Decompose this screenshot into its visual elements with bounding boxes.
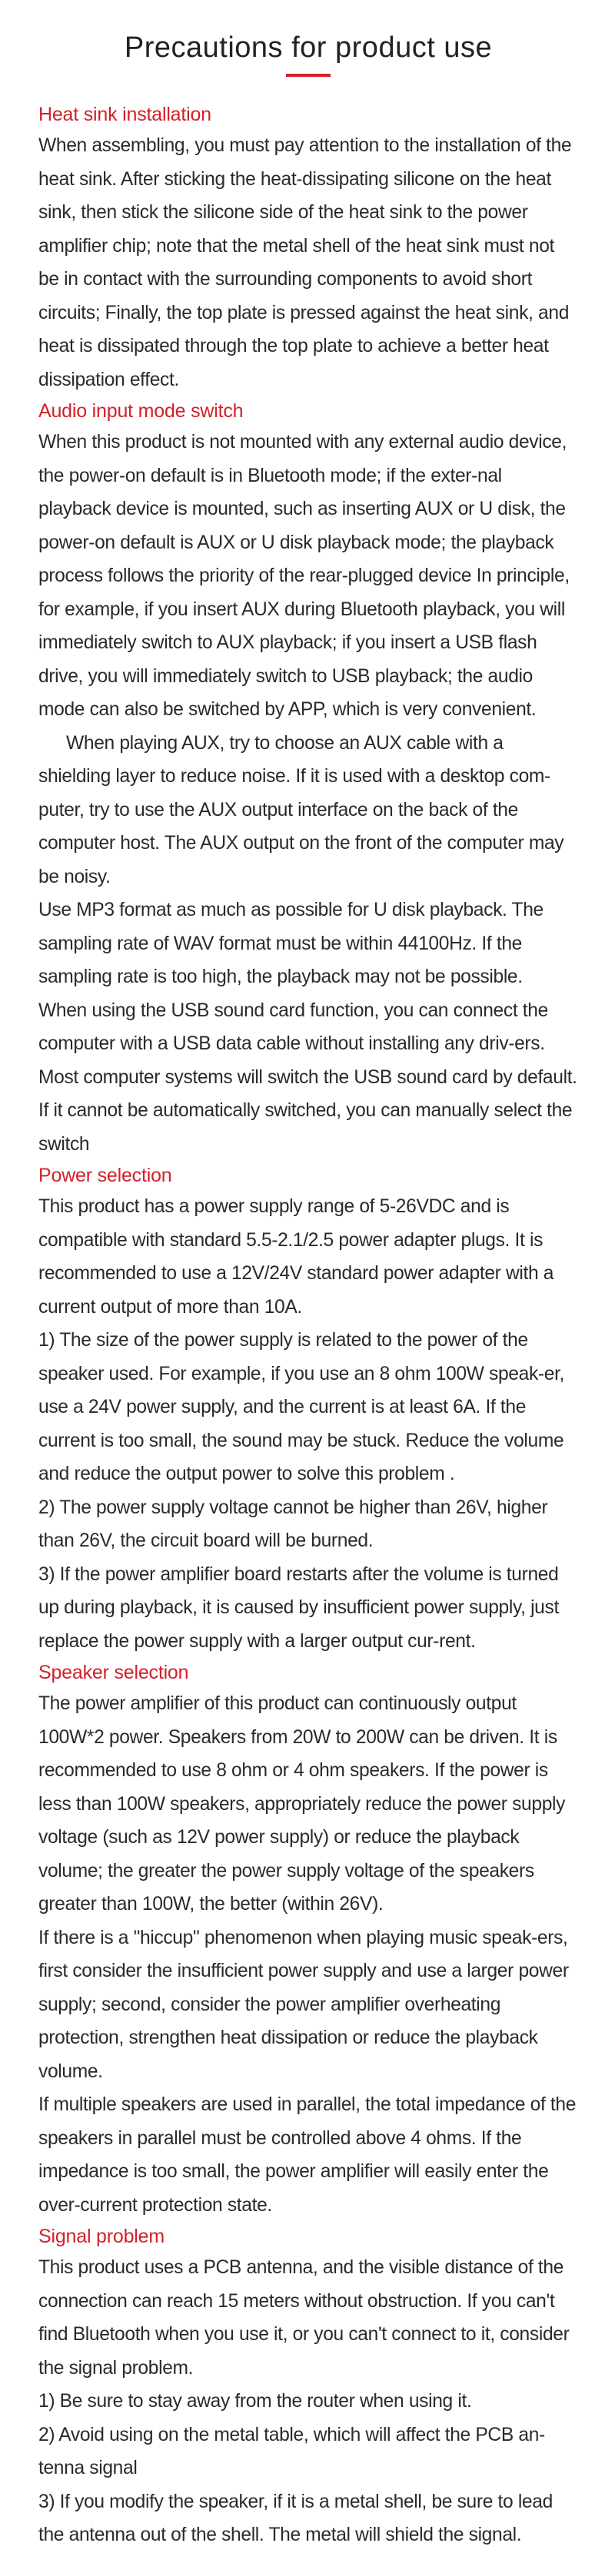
section-heading: Signal problem [38, 2226, 165, 2247]
section-power [38, 1161, 578, 1658]
paragraph: If there is a "hiccup" phenomenon when playing music speak-ers, first consider the insufficient power supply and use a larger power supply; second, consider the power amplifier overheating protection, strengthen heat dissipation or reduce the playback volume. [38, 1927, 569, 2082]
page-title: Precautions for product use [124, 31, 493, 64]
paragraph: Use MP3 format as much as possible for U disk playback. The sampling rate of WAV format must be within 44100Hz. If the sampling rate is too high, the playback may not be possible. [38, 900, 544, 987]
section-heading: Speaker selection [38, 1662, 189, 1683]
paragraph: When playing AUX, try to choose an AUX cable with a shielding layer to reduce noise. If it is used with a desktop com-puter, try to use the AUX output interface on the back of the computer host. The AUX output on the front of the computer may be noisy. [38, 732, 564, 887]
paragraph: When using the USB sound card function, you can connect the computer with a USB data cable without installing any driv-ers. Most computer systems will switch the USB sound card by default. If it cannot be automatically switched, you can manually select the switch [38, 1000, 577, 1155]
section-heading: Heat sink installation [38, 104, 211, 125]
paragraph: 3) If the power amplifier board restarts after the volume is turned up during playback, it is caused by insufficient power supply, just replace the power supply with a larger output cur-rent. [38, 1563, 559, 1652]
section-speaker [38, 1658, 578, 2222]
paragraph: When assembling, you must pay attention to the installation of the heat sink. After sticking the heat-dissipating silicone on the heat sink, then stick the silicone side of the heat sink to the power amplifier chip; note that the metal shell of the heat sink must not be in contact with the surrounding components to avoid short circuits; Finally, the top plate is pressed against the heat sink, and heat is dissipated through the top plate to achieve a better heat dissipation effect. [38, 135, 572, 390]
paragraph: 2) The power supply voltage cannot be higher than 26V, higher than 26V, the circuit board will be burned. [38, 1497, 548, 1551]
paragraph: 3) If you modify the speaker, if it is a metal shell, be sure to lead the antenna out of the shell. The metal will shield the signal. [38, 2491, 553, 2545]
section-heading: Power selection [38, 1165, 172, 1186]
paragraph: 2) Avoid using on the metal table, which will affect the PCB an-tenna signal [38, 2424, 545, 2478]
section-heat-sink [38, 100, 578, 396]
title-underline [286, 74, 331, 77]
section-heading: Audio input mode switch [38, 400, 244, 422]
section-signal [38, 2222, 578, 2552]
paragraph: When this product is not mounted with any external audio device, the power-on default is in Bluetooth mode; if the exter-nal playback device is mounted, such as inserting AUX or U disk, the power-on default is AUX or U disk playback mode; the playback process follows the priority of the rear-plugged device In principle, for example, if you insert AUX during Bluetooth playback, you will immediately switch to AUX playback; if you insert a USB flash drive, you will immediately switch to USB playback; the audio mode can also be switched by APP, which is very convenient. [38, 432, 570, 720]
paragraph: This product has a power supply range of 5-26VDC and is compatible with standard 5.5-2.1/2.5 power adapter plugs. It is recommended to use a 12V/24V standard power adapter with a current output of more than 10A. [38, 1196, 554, 1318]
paragraph: If multiple speakers are used in parallel, the total impedance of the speakers in parallel must be controlled above 4 ohms. If the impedance is too small, the power amplifier will easily enter the over-current protection state. [38, 2094, 577, 2216]
paragraph: 1) Be sure to stay away from the router when using it. [38, 2391, 472, 2412]
paragraph: The power amplifier of this product can continuously output 100W*2 power. Speakers from 20W to 200W can be driven. It is recommended to use 8 ohm or 4 ohm speakers. If the power is less than 100W speakers, appropriately reduce the power supply voltage (such as 12V power supply) or reduce the playback volume; the greater the power supply voltage of the speakers greater than 100W, the better (within 26V). [38, 1693, 566, 1915]
paragraph: This product uses a PCB antenna, and the visible distance of the connection can reach 15 meters without obstruction. If you can't find Bluetooth when you use it, or you can't connect to it, consider the signal problem. [38, 2257, 570, 2379]
section-audio-input [38, 396, 578, 1161]
paragraph: 1) The size of the power supply is related to the power of the speaker used. For example, if you use an 8 ohm 100W speak-er, use a 24V power supply, and the current is at least 6A. If the current is too small, the sound may be stuck. Reduce the volume and reduce the output power to solve this problem . [38, 1330, 565, 1484]
